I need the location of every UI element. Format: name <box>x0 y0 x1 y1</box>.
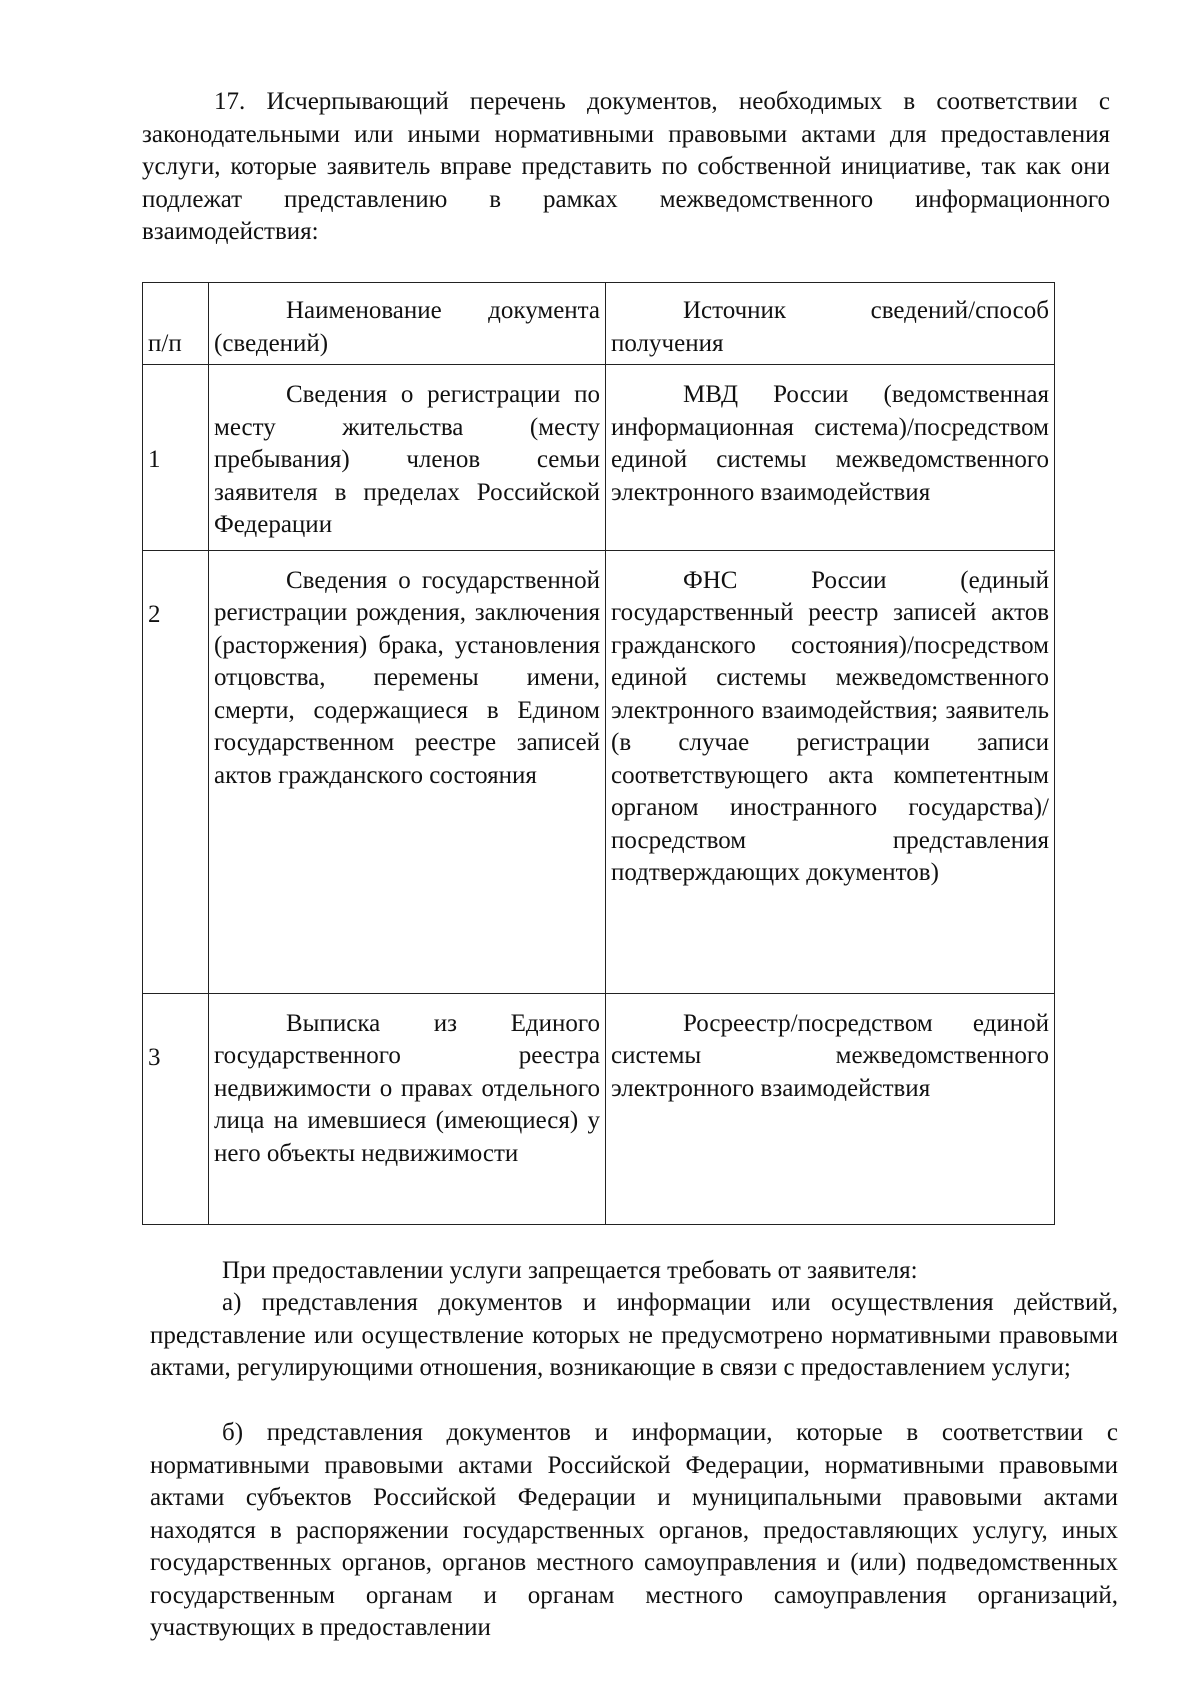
header-source: Источник сведений/способ получения <box>606 283 1055 365</box>
intro-paragraph: 17. Исчерпывающий перечень документов, необходимых в соответствии с законодательными или иными нормативными правовыми актами для предоставления услуги, которые заявитель вправе представить по собственной инициативе, так как они подлежат представлению в рамках межведомственного информационного взаимодействия: <box>142 88 1110 245</box>
row-source: Росреестр/посредством единой системы межведомственного электронного взаимодействия <box>606 993 1055 1224</box>
prohibition-lead: При предоставлении услуги запрещается требовать от заявителя: <box>222 1257 918 1284</box>
row-source: ФНС России (единый государственный реестр записей актов гражданского состояния)/посредством единой системы межведомственного электронного взаимодействия; заявитель (в случае регистрации записи соответствующего акта компетентным органом иностранного государства)/посредством представления подтверждающих документов) <box>606 550 1055 993</box>
table-row <box>143 365 1055 551</box>
row-document-name: Сведения о регистрации по месту жительства (месту пребывания) членов семьи заявителя в пределах Российской Федерации <box>209 365 606 551</box>
row-num: 2 <box>143 550 209 993</box>
table-row <box>143 550 1055 993</box>
table-row <box>143 993 1055 1224</box>
row-source: МВД России (ведомственная информационная система)/посредством единой системы межведомственного электронного взаимодействия <box>606 365 1055 551</box>
prohibition-item-b: б) представления документов и информации, которые в соответствии с нормативными правовыми актами Российской Федерации, нормативными правовыми актами субъектов Российской Федерации и муниципальными правовыми актами находятся в распоряжении государственных органов, предоставляющих услугу, иных государственных органов, органов местного самоуправления и (или) подведомственных государственным органам и органам местного самоуправления организаций, участвующих в предоставлении <box>150 1419 1118 1641</box>
prohibition-item-a: а) представления документов и информации или осуществления действий, представление или осуществление которых не предусмотрено нормативными правовыми актами, регулирующими отношения, возникающие в связи с предоставлением услуги; <box>150 1289 1118 1381</box>
row-num: 1 <box>143 365 209 551</box>
row-document-name: Выписка из Единого государственного реестра недвижимости о правах отдельного лица на имевшиеся (имеющиеся) у него объекты недвижимости <box>209 993 606 1224</box>
header-name: Наименование документа (сведений) <box>209 283 606 365</box>
table-header-row <box>143 283 1055 365</box>
row-num: 3 <box>143 993 209 1224</box>
row-document-name: Сведения о государственной регистрации рождения, заключения (расторжения) брака, установления отцовства, перемены имени, смерти, содержащиеся в Едином государственном реестре записей актов гражданского состояния <box>209 550 606 993</box>
header-num: п/п <box>143 283 209 365</box>
documents-table <box>142 282 1055 1225</box>
